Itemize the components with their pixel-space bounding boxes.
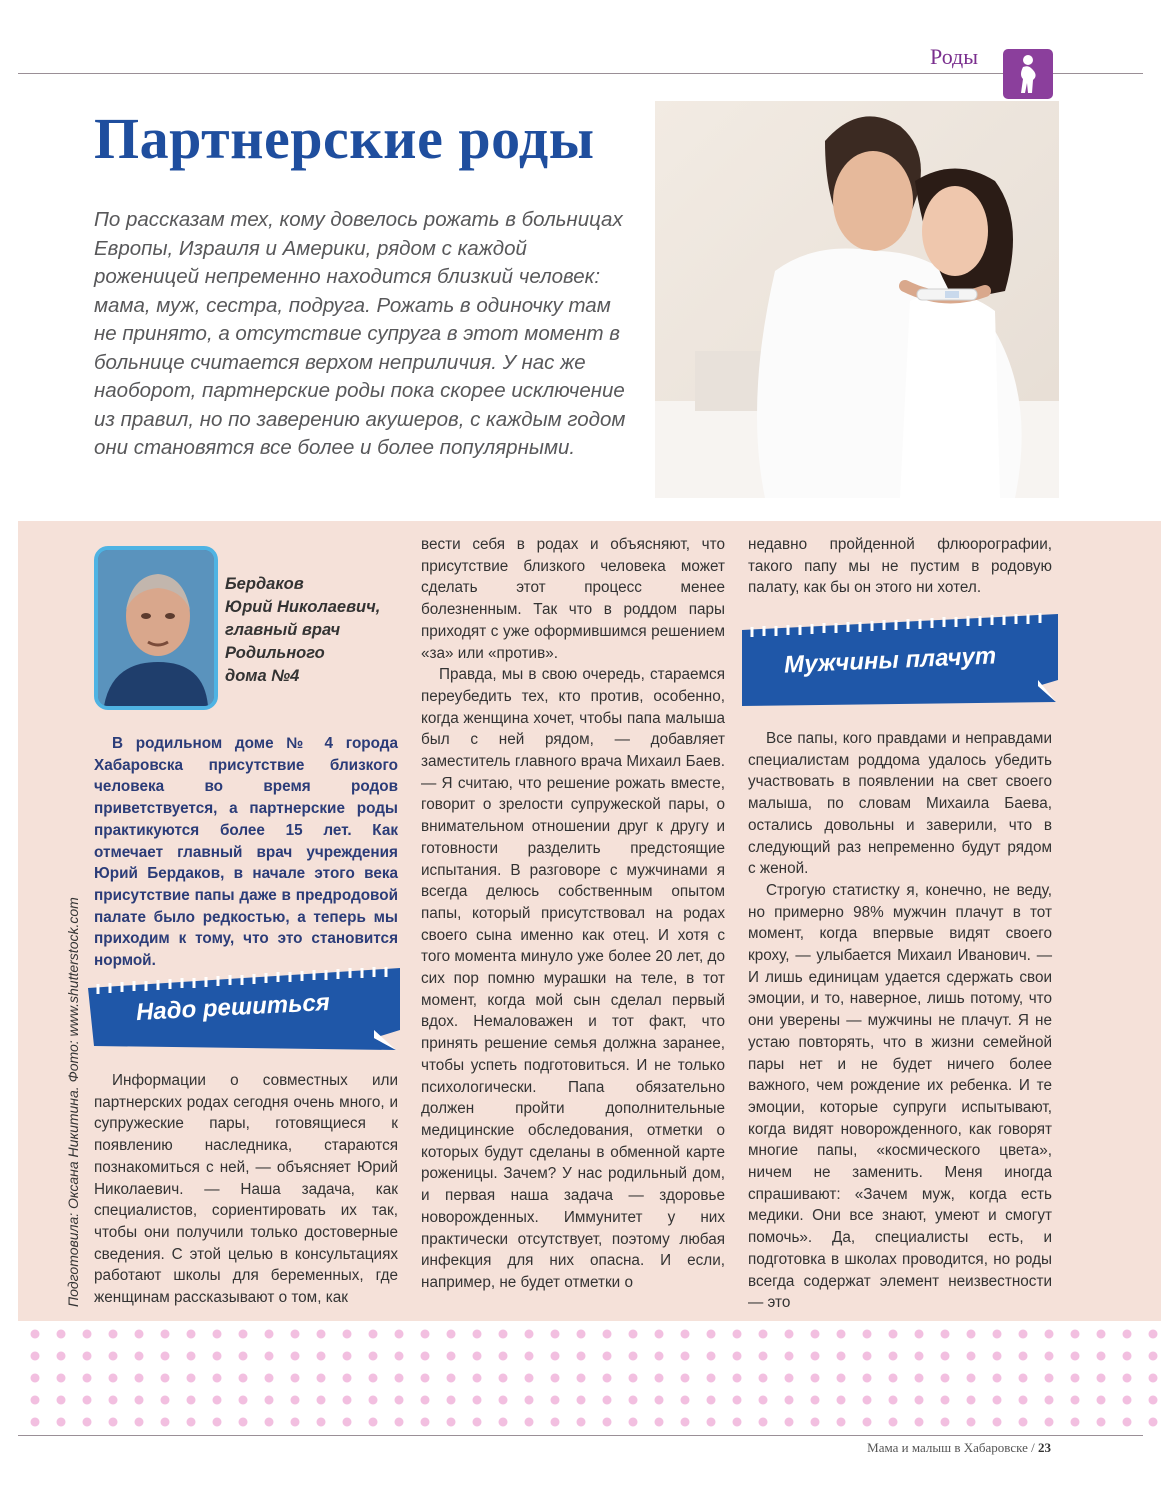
magazine-name: Мама и малыш в Хабаровске [867,1440,1028,1455]
paragraph: Все папы, кого правдами и неправдами специалистам роддома удалось убедить участвовать в появлении на свет своего малыша, по словам Михаила Баева, остались довольны и заверили, что в следующий раз непременно будут рядом с женой. [748,730,1052,878]
pregnant-woman-icon [1003,49,1053,99]
photo-credit: Подготовила: Оксана Никитина. Фото: www.shutterstock.com [65,897,81,1307]
paragraph: Информации о совместных или партнерских родах сегодня очень много, и супружеские пары, готовящиеся к появлению наследника, стараются познакомиться с ней, — объясняет Юрий Николаевич. — Наша задача, как специалистов, сориентировать их так, чтобы они получили только достоверные сведения. С этой целью в консультациях работают школы для беременных, где женщинам рассказывают о том, как [94,1072,398,1307]
intro-paragraph: В родильном доме № 4 города Хабаровска присутствие близкого человека во время родов приветствуется, а партнерские роды практикуются более 15 лет. Как отмечает главный врач учреждения Юрий Бердаков, в начале этого века присутствие папы даже в предродовой палате было редкостью, а теперь мы приходим к тому, что это становится нормой. [94,735,398,970]
paragraph: Правда, мы в свою очередь, стараемся переубедить тех, кто против, особенно, когда женщина хочет, чтобы папа малыша был с ней рядом, — добавляет заместитель главного врача Михаил Баев. — Я считаю, что решение рожать вместе, говорит о зрелости супружеской пары, о внимательном отношении друг к другу и готовности разделить предстоящие испытания. В разговоре с мужчинами я всегда делюсь собственным опытом папы, который присутствовал на родах своего сына именно как отец. И хотя с того момента минуло уже более 20 лет, до сих пор помню мурашки на теле, в тот момент, когда мой сын сделал первый вдох. Немаловажен и тот факт, что принять решение семья должна заранее, чтобы успеть подготовиться. И не только психологически. Папа обязательно должен пройти дополнительные медицинские обследования, отметки о которых будут сделаны в обменной карте роженицы. Зачем? У нас родильный дом, и первая наша задача — здоровье новорожденных. Иммунитет у них практически отсутствует, поэтому любая инфекция для них опасна. И если, например, не будет отметки о [421,666,725,1291]
column-3-body [748,728,1052,1314]
top-rule [18,73,1143,74]
paragraph: недавно пройденной флюорографии, такого папу мы не пустим в родовую палату, как бы он этого ни хотел. [748,536,1052,597]
column-1-body [94,1070,398,1309]
page-footer [867,1440,1051,1456]
couple-photo [655,101,1059,498]
column-3-top [748,534,1052,599]
column-1-intro [94,733,398,972]
author-line: Родильного [225,644,325,662]
paragraph: Строгую статистку я, конечно, не веду, но примерно 98% мужчин плачут в тот момент, когда впервые видят своего кроху, — улыбается Михаил Иванович. — И лишь единицам удается сдержать свои эмоции, и то, наверное, лишь потому, что они уверены — мужчины не плачут. Я не устаю повторять, что в жизни семейной пары нет и не будет ничего более важного, чем рождение их ребенка. И те эмоции, которые супруги испытывают, когда видят новорожденного, как говорят многие папы, «космического цвета», ничем не заменить. Меня иногда спрашивают: «Зачем муж, когда есть медики. Они все знают, умеют и смогут помочь». Да, специалисты есть, и подготовка в школах проводится, но роды всегда содержат элемент неизвестности — это [748,881,1052,1312]
author-line: дома №4 [225,667,300,685]
author-line: Юрий Николаевич, [225,598,381,616]
article-title: Партнерские роды [94,106,595,171]
section-heading-2: Мужчины плачут [783,642,997,679]
section-heading-1: Надо решиться [135,988,331,1027]
footer-separator: / [1027,1440,1038,1455]
doctor-portrait [94,546,218,710]
article-lead: По рассказам тех, кому довелось рожать в больницах Европы, Израиля и Америки, рядом с каждой роженицей непременно находится близкий человек: мама, муж, сестра, подруга. Рожать в одиночку там не принято, а отсутствие супруга в этот момент в больнице считается верхом неприличия. У нас же наоборот, партнерские роды пока скорее исключение из правил, но по заверению акушеров, с каждым годом они становятся все более и более популярными. [94,208,626,459]
author-line: главный врач [225,621,341,639]
page-number: 23 [1038,1440,1051,1455]
paragraph: вести себя в родах и объясняют, что присутствие близкого человека может сделать этот процесс менее болезненным. Так что в роддом пары приходят с уже оформившимся решением «за» или «против». [421,536,725,662]
bottom-rule [18,1435,1143,1436]
column-2 [421,534,725,1294]
section-label: Роды [930,44,979,69]
author-line: Бердаков [225,575,304,593]
polka-dot-band [18,1321,1161,1433]
author-caption [225,573,380,688]
